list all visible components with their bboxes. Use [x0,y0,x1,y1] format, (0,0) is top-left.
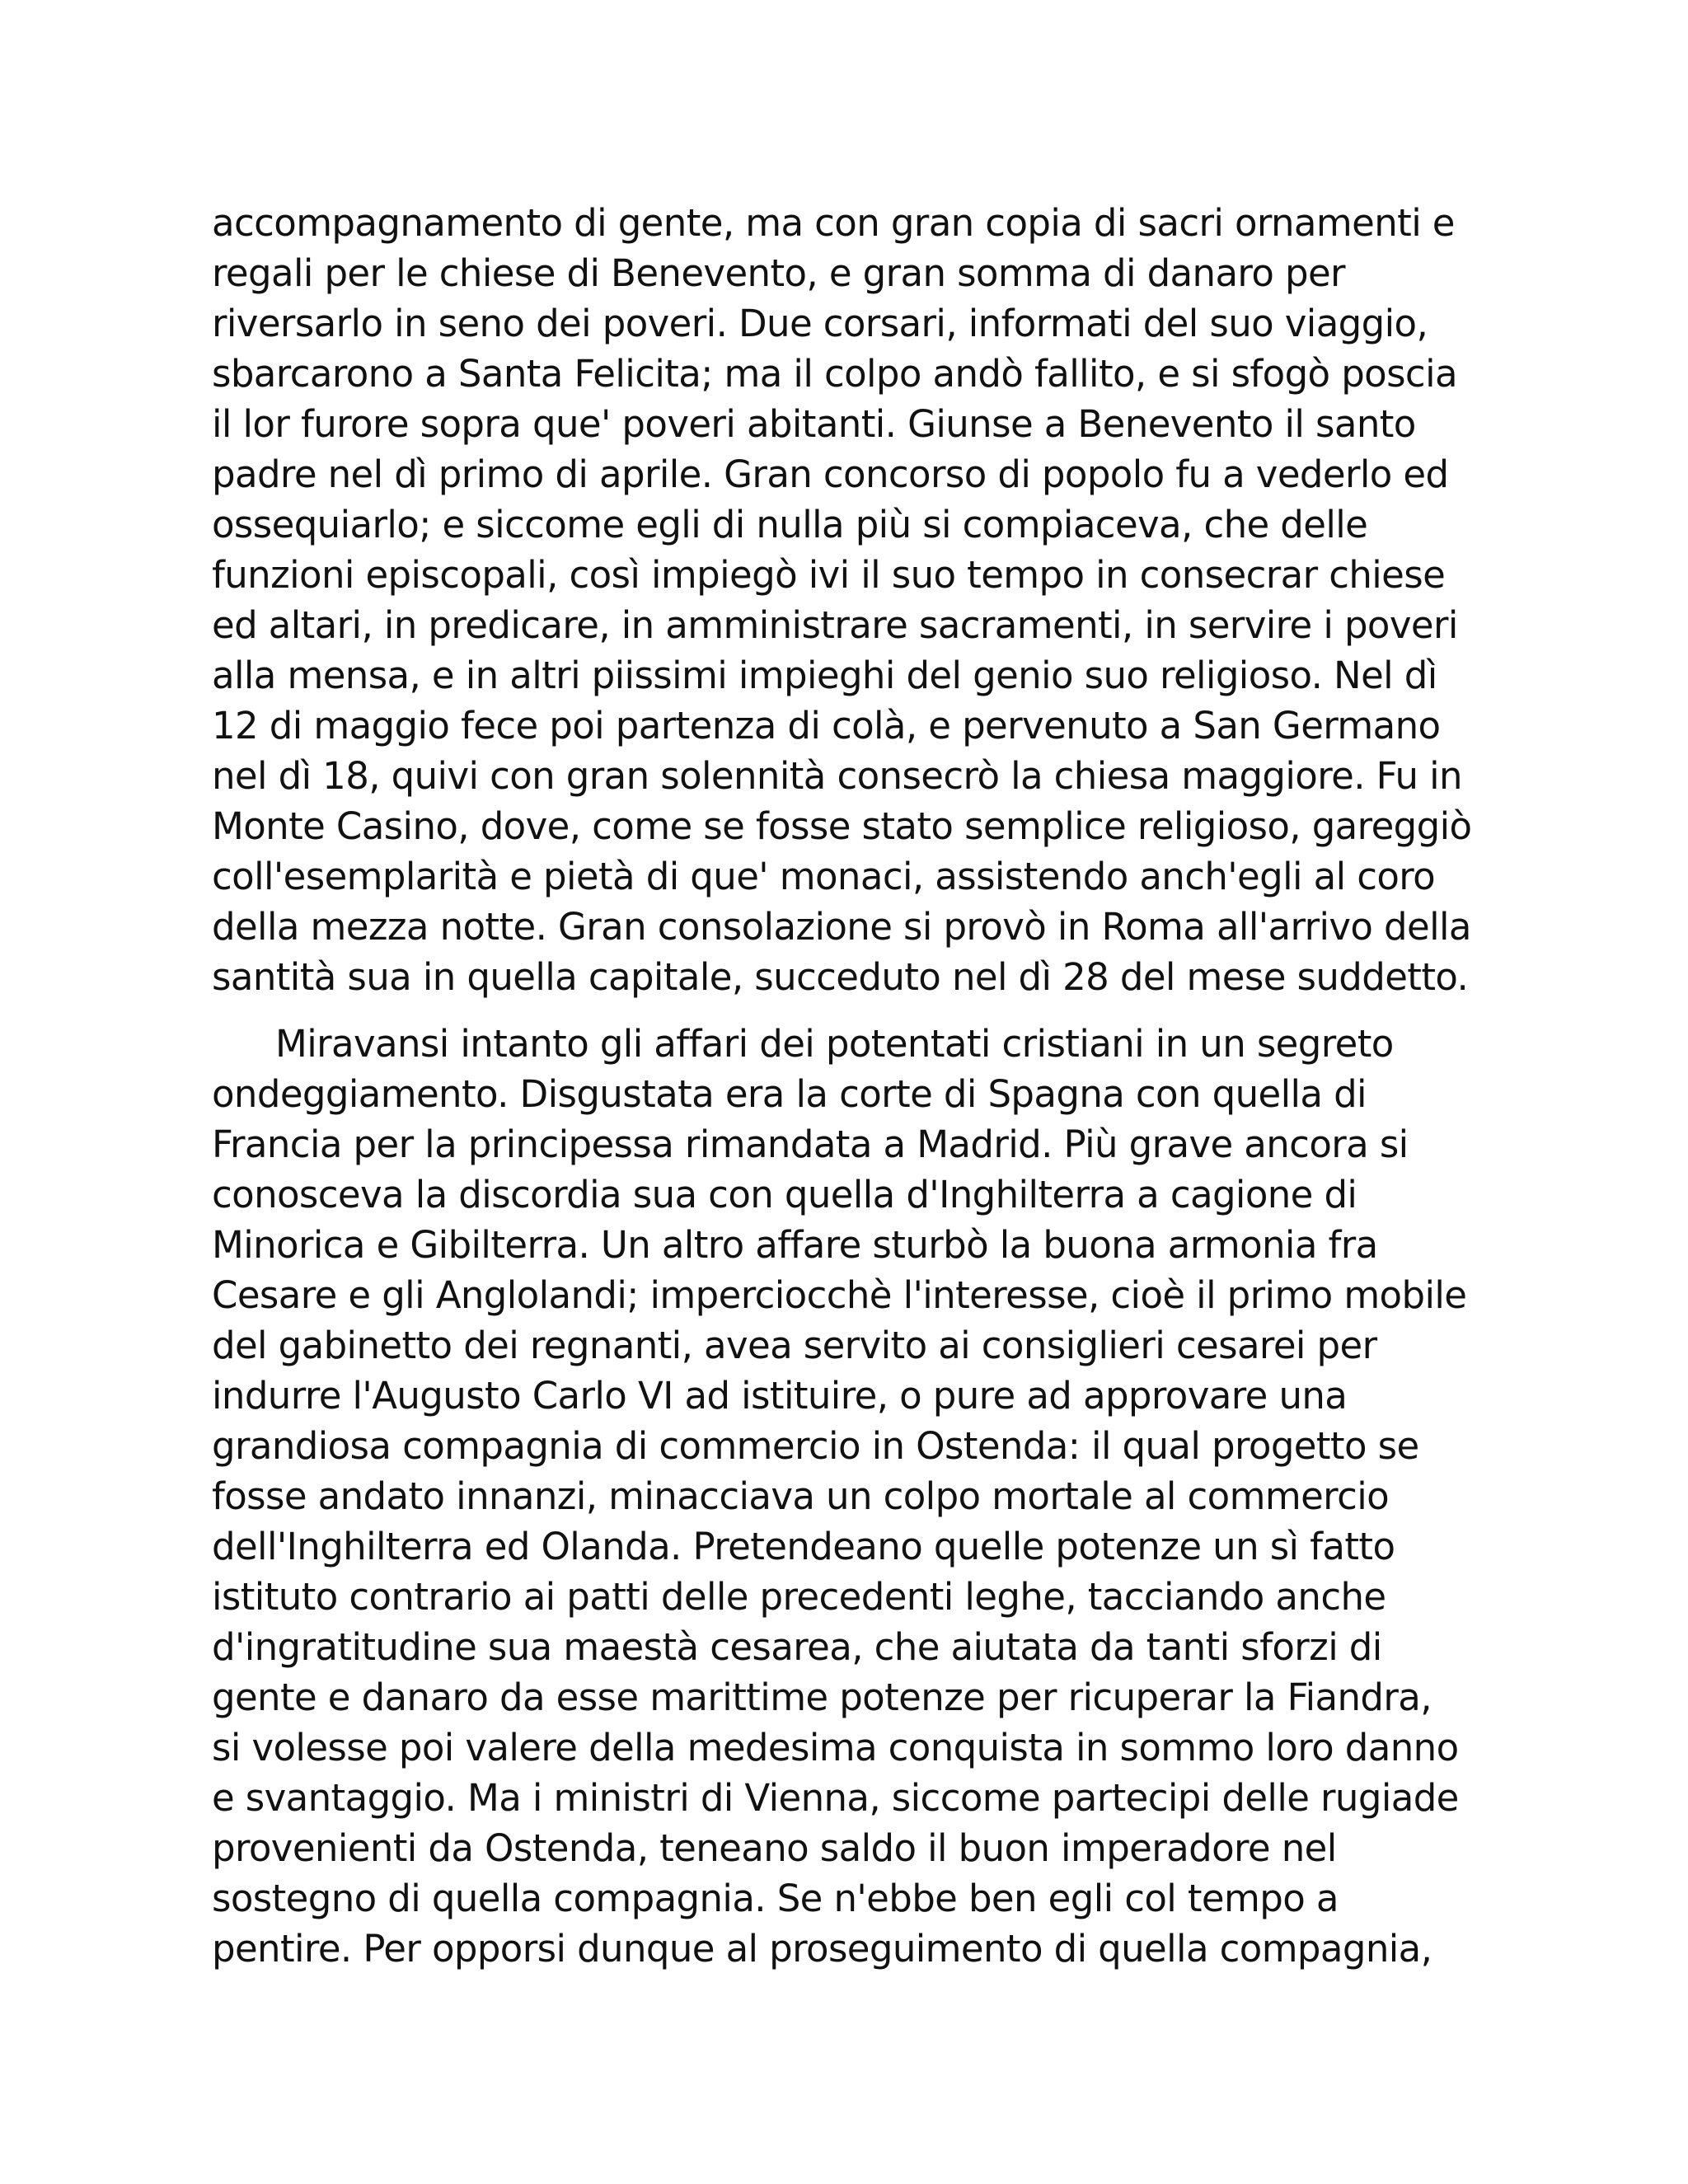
text-line: Minorica e Gibilterra. Un altro affare sturbò la buona armonia fra [212,1223,1378,1267]
text-line: padre nel dì primo di aprile. Gran concorso di popolo fu a vederlo ed [212,452,1449,496]
text-line: Monte Casino, dove, come se fosse stato semplice religioso, gareggiò [212,804,1472,848]
text-line: Francia per la principessa rimandata a Madrid. Più grave ancora si [212,1122,1409,1166]
text-line: alla mensa, e in altri piissimi impieghi del genio suo religioso. Nel dì [212,654,1437,697]
body-text [212,198,1498,1974]
text-line: nel dì 18, quivi con gran solennità consecrò la chiesa maggiore. Fu in [212,754,1462,798]
text-line: indurre l'Augusto Carlo VI ad istituire, o pure ad approvare una [212,1374,1348,1418]
text-line: istituto contrario ai patti delle precedenti leghe, tacciando anche [212,1575,1386,1619]
text-line: d'ingratitudine sua maestà cesarea, che aiutata da tanti sforzi di [212,1625,1382,1669]
text-line: ed altari, in predicare, in amministrare sacramenti, in servire i poveri [212,603,1458,647]
text-line: dell'Inghilterra ed Olanda. Pretendeano quelle potenze un sì fatto [212,1525,1395,1568]
text-line: santità sua in quella capitale, succeduto nel dì 28 del mese suddetto. [212,955,1469,999]
text-line: funzioni episcopali, così impiegò ivi il suo tempo in consecrar chiese [212,553,1446,597]
text-line: conosceva la discordia sua con quella d'Inghilterra a cagione di [212,1173,1357,1216]
paragraph-2 [212,1019,1498,1974]
text-line: si volesse poi valere della medesima conquista in sommo loro danno [212,1726,1459,1769]
text-line: 12 di maggio fece poi partenza di colà, e pervenuto a San Germano [212,704,1441,748]
paragraph-1 [212,198,1498,1002]
text-line: gente e danaro da esse marittime potenze per ricuperar la Fiandra, [212,1675,1432,1719]
text-line: sbarcarono a Santa Felicita; ma il colpo andò fallito, e si sfogò poscia [212,352,1457,396]
text-line: accompagnamento di gente, ma con gran copia di sacri ornamenti e [212,201,1455,245]
text-line: e svantaggio. Ma i ministri di Vienna, siccome partecipi delle rugiade [212,1776,1459,1820]
text-line: del gabinetto dei regnanti, avea servito ai consiglieri cesarei per [212,1324,1377,1367]
text-line: Miravansi intanto gli affari dei potentati cristiani in un segreto [275,1022,1394,1066]
text-line: Cesare e gli Anglolandi; imperciocchè l'interesse, cioè il primo mobile [212,1273,1467,1317]
text-line: sostegno di quella compagnia. Se n'ebbe ben egli col tempo a [212,1877,1339,1920]
text-line: provenienti da Ostenda, teneano saldo il buon imperadore nel [212,1826,1337,1870]
text-line: ossequiarlo; e siccome egli di nulla più si compiaceva, che delle [212,503,1368,546]
text-line: fosse andato innanzi, minacciava un colpo mortale al commercio [212,1474,1390,1518]
text-line: coll'esemplarità e pietà di que' monaci, assistendo anch'egli al coro [212,855,1436,898]
text-line: il lor furore sopra que' poveri abitanti. Giunse a Benevento il santo [212,402,1416,446]
text-line: regali per le chiese di Benevento, e gran somma di danaro per [212,251,1345,295]
text-line: pentire. Per opporsi dunque al proseguimento di quella compagnia, [212,1927,1432,1971]
text-line: della mezza notte. Gran consolazione si provò in Roma all'arrivo della [212,905,1471,949]
text-line: grandiosa compagnia di commercio in Ostenda: il qual progetto se [212,1424,1419,1468]
text-line: ondeggiamento. Disgustata era la corte di Spagna con quella di [212,1072,1367,1116]
text-line: riversarlo in seno dei poveri. Due corsari, informati del suo viaggio, [212,302,1428,345]
